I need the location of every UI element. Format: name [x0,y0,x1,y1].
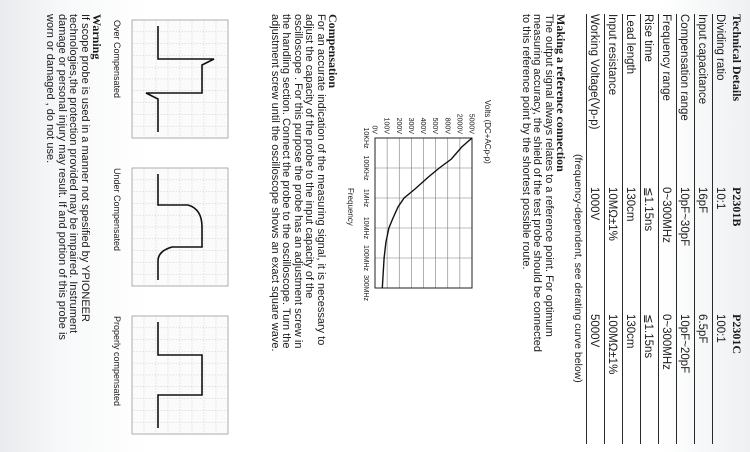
spec-label: Lead length [624,14,636,75]
spec-value-p2301c: 100MΩ±1% [606,314,618,375]
compensation-line: adjust the capacity of the probe to the input capacity of the [303,14,316,299]
spec-label: Rise time [642,14,654,62]
warning-title: Warning [90,14,104,60]
spec-label: Input capacitance [696,14,708,105]
compensation-line: oscilloscope . For this purpose the probe has an adjustment screw in [291,14,304,349]
waveform-label-proper: Properly compensated [112,316,122,407]
reference-line: The output signal always relates to a reference point. For optimum [543,14,555,337]
spec-value-p2301c: 0~300MHz [660,314,672,370]
spec-value-p2301b: 10pF~30pF [678,187,690,247]
compensation-line: For an accurate indication of the measuring signal, it is necessary to [315,14,327,346]
spec-value-p2301b: ≦1.15ns [642,187,654,232]
spec-value-p2301b: 0~300MHz [660,187,672,243]
spec-label: Frequency range [660,14,672,101]
column-header-p2301b: P2301B [730,187,744,227]
reference-line: measuring accuracy, the shield of the test probe should be connected [531,14,544,352]
spec-value-p2301c: 6.5pF [696,314,708,344]
spec-value-p2301c: 100:1 [714,314,726,343]
reference-line: to this reference point by the shortest possible route. [519,14,532,270]
warning-line: damage or personal injury may result. If and portion of this probe is [55,14,68,340]
chart-y-tick-label: 300V [406,117,414,134]
waveform-label-under: Under Compensated [112,168,122,252]
warning-line: If scope probe is used in a manner not spesified by YPIONEER [79,14,91,322]
technical-details-heading: Technical Details [730,14,744,102]
spec-value-p2301c: 130cm [624,314,636,349]
compensation-line: adjustment screw until the oscilloscope shows an exact square wave. [268,14,281,352]
chart-x-tick-label: 300MHz [362,274,369,302]
chart-y-tick-label: 100V [382,117,390,134]
spec-value-p2301b: 130cm [624,187,636,222]
chart-y-tick-label: 800V [443,117,451,134]
spec-label: Dividing ratio [714,14,726,81]
chart-y-tick-label: 200V [394,117,402,134]
column-header-p2301c: P2301C [730,314,744,354]
spec-label: Compensation range [678,14,690,121]
warning-line: worn or damaged , do not use. [44,14,57,164]
spec-value-p2301b: 16pF [696,187,708,214]
chart-x-tick-label: 100MHz [362,244,369,272]
spec-value-p2301c: 10pF~20pF [678,314,690,374]
spec-label: Working Voltage(Vp-p) [588,14,600,130]
chart-y-tick-label: 2000V [455,113,463,134]
warning-line: technologies,the protection provided may be impaired. Instrument [67,14,80,334]
chart-x-tick-label: 100KHz [362,155,369,181]
chart-y-tick-label: 5000V [467,113,475,134]
compensation-title: Compensation [326,14,340,89]
spec-value-p2301b: 1000V [588,187,600,221]
derating-note: (frequency-dependent, see derating curve below) [572,154,584,383]
spec-value-p2301c: ≦1.15ns [642,314,654,359]
chart-x-tick-label: 1MHz [362,188,369,208]
chart-x-axis-label: Frequency [346,188,355,226]
chart-y-tick-label: 500V [431,117,439,134]
spec-value-p2301b: 10:1 [714,187,726,210]
waveform-label-over: Over Compensated [112,20,122,99]
compensation-line: the handling section. Connect the probe to the oscilloscope. Turn the [280,14,293,349]
chart-x-tick-label: 10KHz [362,127,369,149]
chart-y-tick-label: 400V [419,117,426,134]
reference-title: Making a reference connection [554,14,568,172]
warning-paragraph [44,14,90,340]
chart-title: Volts (DC+ACp-p) [483,100,492,164]
spec-value-p2301c: 5000V [588,314,600,348]
chart-x-tick-label: 10MHz [362,216,369,240]
spec-label: Input resistance [606,14,618,96]
chart-y-tick-label: 0V [370,125,378,134]
spec-value-p2301b: 10MΩ±1% [606,187,618,241]
